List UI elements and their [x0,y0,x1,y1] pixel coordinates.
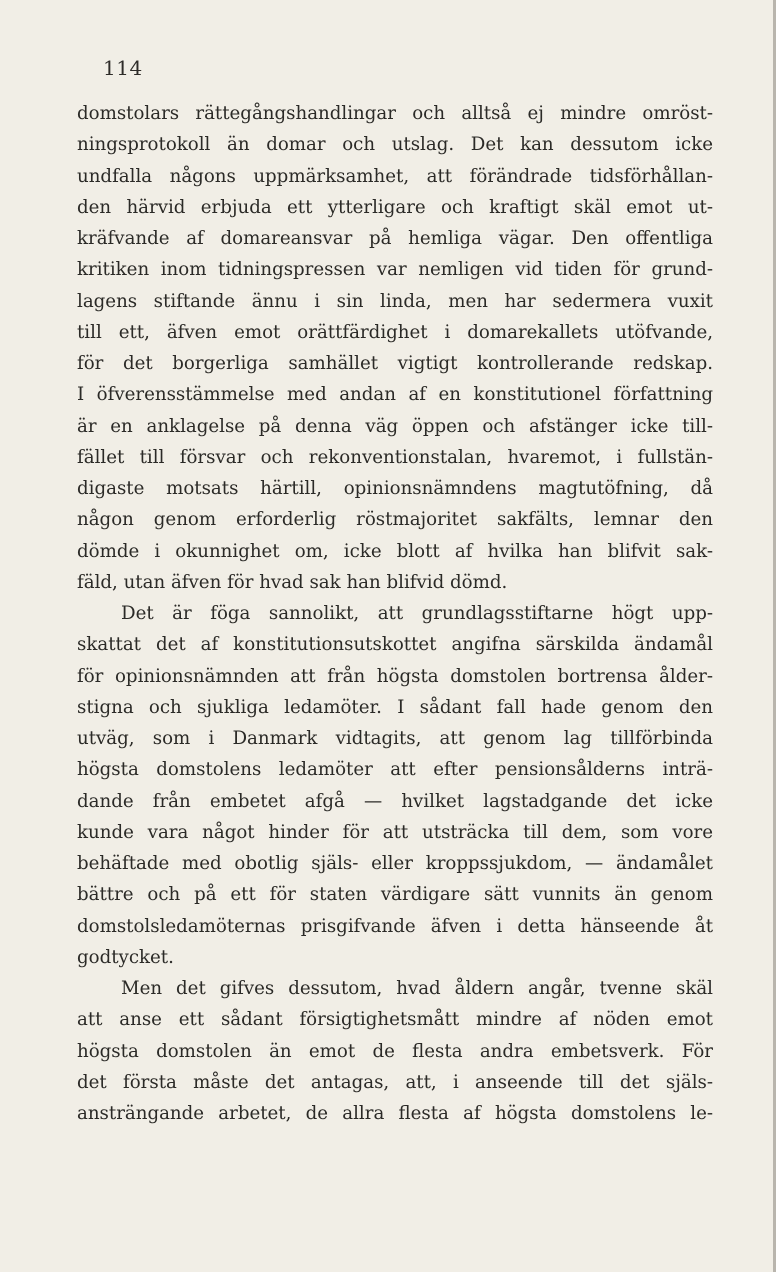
text-line: dande från embetet afgå — hvilket lagstadgande det icke [77,790,713,812]
text-line: dömde i okunnighet om, icke blott af hvilka han blifvit sak- [77,540,713,562]
text-line: högsta domstolens ledamöter att efter pensionsålderns inträ- [77,759,713,781]
text-line: Det är föga sannolikt, att grundlagsstiftarne högt upp- [121,603,713,624]
text-line: att anse ett sådant försigtighetsmått mindre af nöden emot [77,1009,713,1031]
text-line: fäld, utan äfven för hvad sak han blifvid dömd. [77,571,508,593]
text-line: den härvid erbjuda ett ytterligare och kraftigt skäl emot ut- [77,196,713,218]
text-line: Men det gifves dessutom, hvad åldern angår, tvenne skäl [121,978,713,999]
text-line: domstolars rättegångshandlingar och alltså ej mindre omröst- [77,103,713,124]
text-line: undfalla någons uppmärksamhet, att förändrade tidsförhållan- [77,165,713,187]
text-line: för opinionsnämnden att från högsta domstolen bortrensa ålder- [77,665,713,687]
body-text [77,98,713,1129]
text-line: kräfvande af domareansvar på hemliga vägar. Den offentliga [77,228,713,249]
text-line: skattat det af konstitutionsutskottet angifna särskilda ändamål [77,634,713,656]
text-line: kunde vara något hinder för att utsträcka till dem, som vore [77,821,713,843]
text-line: utväg, som i Danmark vidtagits, att genom lag tillförbinda [77,728,713,749]
text-line: till ett, äfven emot orättfärdighet i domarekallets utöfvande, [77,321,713,343]
text-line: lagens stiftande ännu i sin linda, men har sedermera vuxit [77,290,713,312]
text-line: godtycket. [77,946,174,968]
text-line: stigna och sjukliga ledamöter. I sådant fall hade genom den [77,696,713,718]
text-line: I öfverensstämmelse med andan af en konstitutionel författning [77,384,713,406]
text-line: för det borgerliga samhället vigtigt kontrollerande redskap. [77,353,713,374]
text-line: ningsprotokoll än domar och utslag. Det kan dessutom icke [77,134,713,156]
text-line: det första måste det antagas, att, i anseende till det själs- [77,1071,713,1093]
text-line: bättre och på ett för staten värdigare sätt vunnits än genom [77,884,713,906]
text-line: någon genom erforderlig röstmajoritet sakfälts, lemnar den [77,509,713,531]
text-line: ansträngande arbetet, de allra flesta af högsta domstolens le- [77,1103,713,1124]
page-number: 114 [103,56,143,80]
text-line: domstolsledamöternas prisgifvande äfven i detta hänseende åt [77,915,713,937]
text-line: är en anklagelse på denna väg öppen och afstänger icke till- [77,415,713,437]
text-line: behäftade med obotlig själs- eller kroppssjukdom, — ändamålet [77,853,713,874]
text-line: kritiken inom tidningspressen var nemligen vid tiden för grund- [77,259,713,281]
text-line: fället till försvar och rekonventionstalan, hvaremot, i fullstän- [77,446,713,468]
text-line: digaste motsats härtill, opinionsnämndens magtutöfning, då [77,478,713,499]
text-line: högsta domstolen än emot de flesta andra embetsverk. För [77,1040,713,1062]
